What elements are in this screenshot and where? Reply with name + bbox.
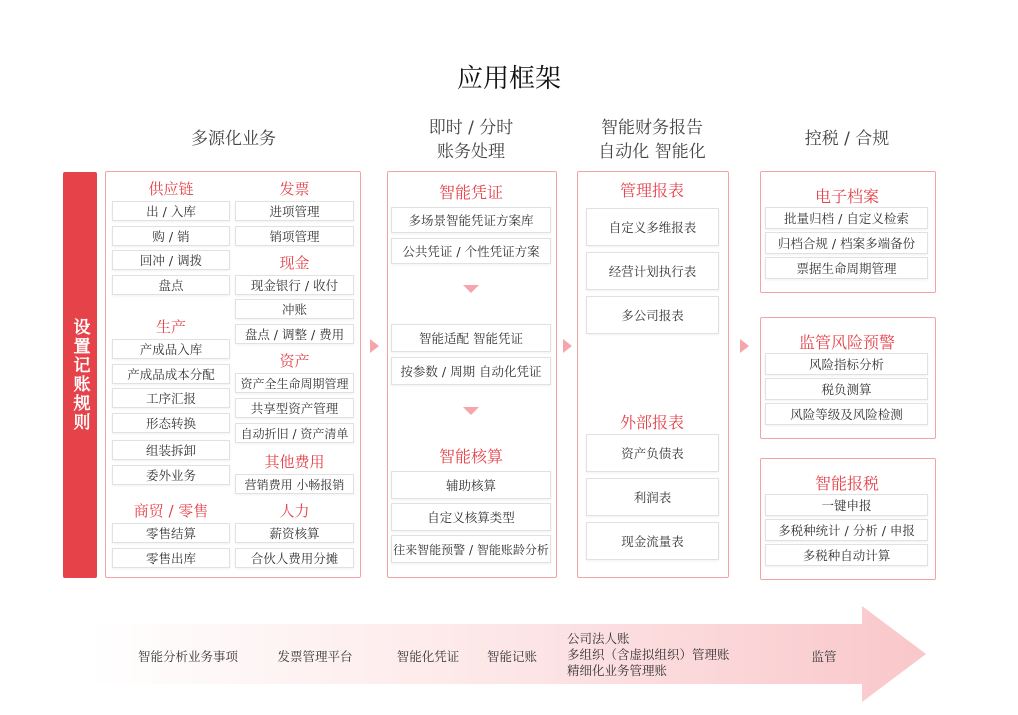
section-title-risk-warning: 监管风险预警 (798, 333, 895, 352)
list-item: 税负测算 (765, 378, 928, 400)
category-assets: 资产 (279, 352, 310, 370)
list-item: 盘点 / 调整 / 费用 (235, 324, 354, 344)
list-item: 工序汇报 (112, 388, 230, 408)
list-item: 组装拆卸 (112, 440, 230, 460)
bottom-item-supervision: 监管 (811, 649, 837, 664)
bottom-ledgers (567, 631, 730, 679)
list-item: 自定义多维报表 (586, 208, 719, 246)
list-item: 合伙人费用分摊 (235, 548, 354, 568)
list-item: 盘点 (112, 275, 230, 295)
page-title: 应用框架 (456, 64, 561, 94)
category-retail: 商贸 / 零售 (133, 502, 209, 520)
list-item: 现金流量表 (586, 522, 719, 560)
flow-arrow-icon (370, 339, 379, 353)
list-item: 自动折旧 / 资产清单 (235, 423, 354, 443)
column-header-accounting (387, 116, 555, 164)
list-item: 多税种统计 / 分析 / 申报 (765, 519, 928, 541)
list-item: 票据生命周期管理 (765, 257, 928, 279)
category-cash: 现金 (279, 254, 310, 272)
list-item: 薪资核算 (235, 523, 354, 543)
column-header-reports-line2: 自动化 智能化 (598, 142, 706, 162)
list-item: 现金银行 / 收付 (235, 275, 354, 295)
bottom-ledger-line: 公司法人账 (567, 631, 630, 646)
list-item: 资产负债表 (586, 434, 719, 472)
section-title-smart-voucher: 智能凭证 (438, 183, 503, 202)
list-item: 产成品入库 (112, 339, 230, 359)
list-item: 归档合规 / 档案多端备份 (765, 232, 928, 254)
list-item: 多场景智能凭证方案库 (391, 207, 551, 233)
list-item: 公共凭证 / 个性凭证方案 (391, 238, 551, 264)
section-title-smart-accounting: 智能核算 (438, 447, 503, 466)
list-item: 风险指标分析 (765, 353, 928, 375)
down-arrow-icon (463, 407, 479, 415)
rule-bar (63, 172, 97, 578)
down-arrow-icon (463, 285, 479, 293)
category-production: 生产 (155, 318, 186, 336)
section-title-management-reports: 管理报表 (619, 181, 684, 200)
list-item: 按参数 / 周期 自动化凭证 (391, 357, 551, 385)
category-other-expenses: 其他费用 (264, 453, 325, 471)
list-item: 产成品成本分配 (112, 364, 230, 384)
category-supply-chain: 供应链 (148, 180, 194, 198)
flow-arrow-icon (563, 339, 572, 353)
list-item: 零售出库 (112, 548, 230, 568)
list-item: 委外业务 (112, 465, 230, 485)
list-item: 购 / 销 (112, 226, 230, 246)
list-item: 出 / 入库 (112, 201, 230, 221)
column-header-reports (577, 116, 727, 164)
category-hr: 人力 (279, 502, 310, 520)
list-item: 回冲 / 调拨 (112, 250, 230, 270)
column-header-compliance: 控税 / 合规 (804, 129, 890, 149)
section-title-smart-tax: 智能报税 (814, 474, 879, 493)
list-item: 资产全生命周期管理 (235, 373, 354, 393)
list-item: 形态转换 (112, 413, 230, 433)
bottom-ledger-line: 精细化业务管理账 (567, 663, 668, 678)
category-invoice: 发票 (279, 180, 310, 198)
column-header-business: 多源化业务 (191, 129, 276, 149)
list-item: 共享型资产管理 (235, 398, 354, 418)
list-item: 进项管理 (235, 201, 354, 221)
bottom-item-invoice-platform: 发票管理平台 (277, 649, 353, 664)
list-item: 营销费用 小畅报销 (235, 474, 354, 494)
list-item: 利润表 (586, 478, 719, 516)
list-item: 智能适配 智能凭证 (391, 324, 551, 352)
flow-arrow-icon (740, 339, 749, 353)
list-item: 冲账 (235, 299, 354, 319)
section-title-external-reports: 外部报表 (619, 413, 684, 432)
list-item: 风险等级及风险检测 (765, 403, 928, 425)
list-item: 辅助核算 (391, 471, 551, 499)
bottom-item-smart-voucher: 智能化凭证 (396, 649, 460, 664)
list-item: 自定义核算类型 (391, 503, 551, 531)
rule-bar-label: 设置记账规则 (69, 318, 90, 432)
column-header-accounting-line2: 账务处理 (437, 142, 505, 162)
list-item: 多公司报表 (586, 296, 719, 334)
list-item: 往来智能预警 / 智能账龄分析 (391, 535, 551, 563)
bottom-ledger-line: 多组织（含虚拟组织）管理账 (567, 647, 730, 662)
section-title-e-archive: 电子档案 (814, 187, 879, 206)
column-header-accounting-line1: 即时 / 分时 (428, 118, 514, 138)
bottom-item-smart-bookkeeping: 智能记账 (486, 649, 537, 664)
list-item: 销项管理 (235, 226, 354, 246)
list-item: 零售结算 (112, 523, 230, 543)
list-item: 批量归档 / 自定义检索 (765, 207, 928, 229)
list-item: 一键申报 (765, 494, 928, 516)
list-item: 多税种自动计算 (765, 544, 928, 566)
bottom-item-analysis: 智能分析业务事项 (137, 649, 238, 664)
list-item: 经营计划执行表 (586, 252, 719, 290)
column-header-reports-line1: 智能财务报告 (601, 118, 703, 138)
